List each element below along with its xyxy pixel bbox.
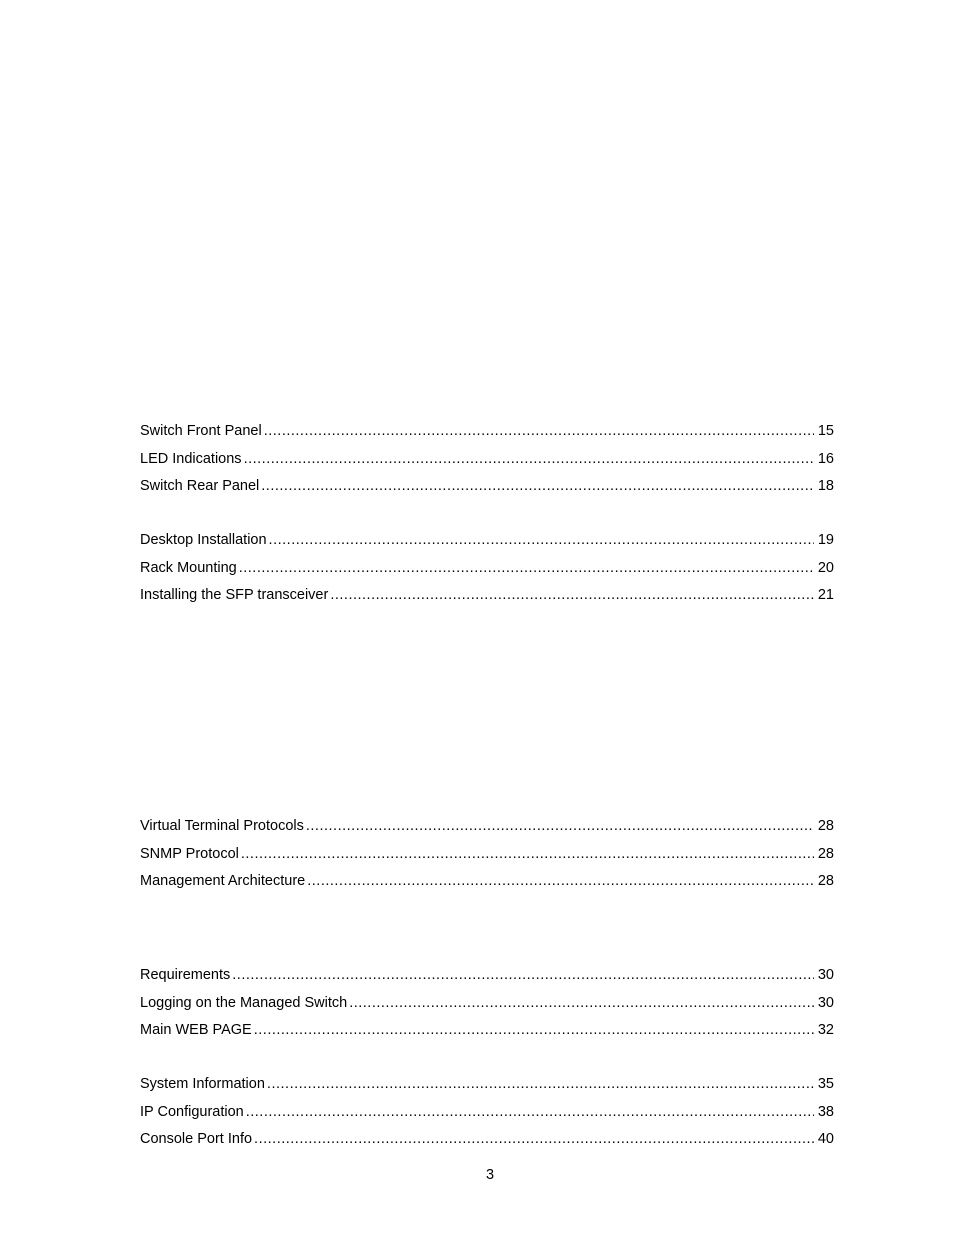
toc-dot-leader <box>239 555 814 583</box>
toc-dot-leader <box>254 1126 814 1154</box>
toc-dot-leader <box>349 990 814 1018</box>
toc-entry-page: 40 <box>817 1131 834 1147</box>
toc-entry-title: Requirements <box>140 967 231 983</box>
toc-dot-leader <box>307 868 814 896</box>
toc-entry-page: 38 <box>817 1103 834 1120</box>
toc-entry-page: 15 <box>817 423 834 439</box>
toc-entry-led-indications[interactable] <box>140 446 834 474</box>
toc-dot-leader <box>264 418 814 446</box>
toc-dot-leader <box>261 473 814 501</box>
toc-entry-switch-rear-panel[interactable] <box>140 473 834 501</box>
toc-dot-leader <box>330 582 814 610</box>
toc-entry-page: 18 <box>817 478 834 494</box>
toc-entry-page: 19 <box>817 532 834 548</box>
toc-entry-system-information[interactable] <box>140 1071 834 1099</box>
toc-group-installation <box>140 527 834 610</box>
toc-entry-page: 28 <box>817 845 834 862</box>
toc-entry-title: Logging on the Managed Switch <box>140 994 348 1011</box>
toc-group-web-login <box>140 962 834 1045</box>
toc-entry-title: Switch Rear Panel <box>140 478 260 494</box>
toc-dot-leader <box>269 527 814 555</box>
toc-entry-page: 30 <box>817 994 834 1011</box>
toc-entry-rack-mounting[interactable] <box>140 555 834 583</box>
toc-entry-title: Virtual Terminal Protocols <box>140 818 304 834</box>
toc-group-management-protocols <box>140 813 834 896</box>
toc-dot-leader <box>246 1099 814 1127</box>
toc-entry-title: Switch Front Panel <box>140 423 262 439</box>
toc-entry-title: Management Architecture <box>140 873 306 889</box>
toc-entry-ip-configuration[interactable] <box>140 1099 834 1127</box>
toc-entry-switch-front-panel[interactable] <box>140 418 834 446</box>
toc-entry-title: SNMP Protocol <box>140 845 239 862</box>
toc-dot-leader <box>254 1017 814 1045</box>
toc-entry-management-architecture[interactable] <box>140 868 834 896</box>
toc-dot-leader <box>232 962 814 990</box>
toc-entry-page: 20 <box>817 559 834 576</box>
toc-entry-requirements[interactable] <box>140 962 834 990</box>
toc-entry-main-web-page[interactable] <box>140 1017 834 1045</box>
toc-entry-title: Console Port Info <box>140 1131 253 1147</box>
toc-entry-page: 28 <box>817 873 834 889</box>
toc-dot-leader <box>306 813 814 841</box>
toc-entry-title: Main WEB PAGE <box>140 1022 252 1038</box>
toc-entry-logging-on-managed-switch[interactable] <box>140 990 834 1018</box>
toc-entry-page: 30 <box>817 967 834 983</box>
toc-dot-leader <box>244 446 814 474</box>
toc-entry-title: Installing the SFP transceiver <box>140 587 329 603</box>
toc-dot-leader <box>267 1071 814 1099</box>
toc-entry-page: 16 <box>817 450 834 467</box>
toc-entry-title: IP Configuration <box>140 1103 244 1120</box>
toc-entry-page: 35 <box>817 1076 834 1092</box>
toc-group-switch-panels <box>140 418 834 501</box>
toc-entry-virtual-terminal-protocols[interactable] <box>140 813 834 841</box>
toc-entry-title: System Information <box>140 1076 265 1092</box>
toc-entry-title: LED Indications <box>140 450 242 467</box>
toc-entry-title: Desktop Installation <box>140 532 267 548</box>
toc-entry-page: 21 <box>817 587 834 603</box>
toc-entry-title: Rack Mounting <box>140 559 237 576</box>
toc-entry-snmp-protocol[interactable] <box>140 841 834 869</box>
toc-entry-desktop-installation[interactable] <box>140 527 834 555</box>
toc-group-system-settings <box>140 1071 834 1154</box>
toc-entry-console-port-info[interactable] <box>140 1126 834 1154</box>
toc-entry-installing-sfp-transceiver[interactable] <box>140 582 834 610</box>
toc-entry-page: 32 <box>817 1022 834 1038</box>
toc-dot-leader <box>241 841 814 869</box>
page-number: 3 <box>485 1167 495 1183</box>
toc-entry-page: 28 <box>817 818 834 834</box>
